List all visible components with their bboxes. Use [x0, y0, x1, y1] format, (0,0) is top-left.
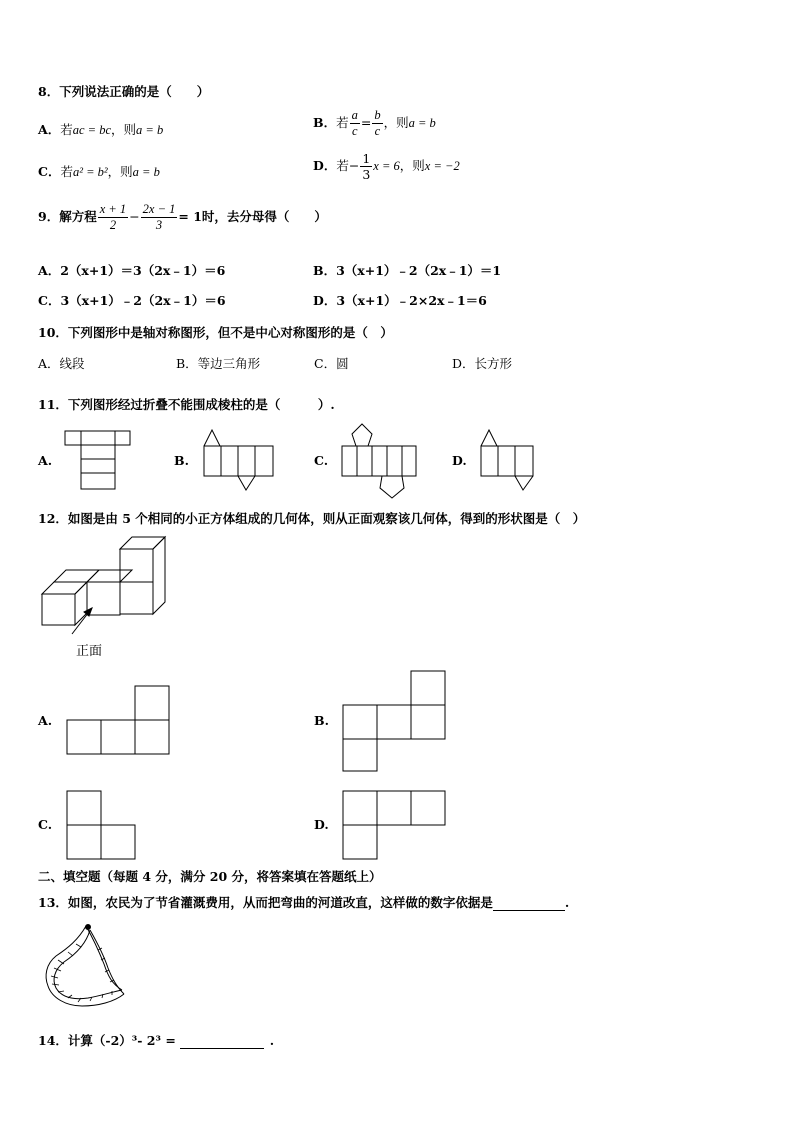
q13-river-figure	[38, 920, 128, 1015]
q12-option-b-label: B.	[314, 713, 329, 728]
q11-option-a-label: A.	[38, 453, 53, 468]
q11-net-d	[477, 428, 541, 494]
q11-option-c-label: C.	[314, 453, 329, 468]
q9-option-b: B．3（x+1）﹣2（2x﹣1）＝1	[313, 263, 502, 278]
q10-option-b: B．等边三角形	[176, 356, 261, 371]
q12-view-a	[65, 686, 171, 756]
q11-net-b	[200, 428, 278, 494]
q12-front-label: 正面	[76, 644, 103, 659]
q14-answer-blank[interactable]	[180, 1033, 264, 1049]
q10-option-d: D．长方形	[452, 356, 513, 371]
q8-option-d: D．若− $\frac{1}{3}$ x = 6，则x = −2	[313, 151, 460, 182]
q12-stem: 12．如图是由 5 个相同的小正方体组成的几何体，则从正面观察该几何体，得到的形状图是（ ）	[38, 511, 586, 526]
q8-option-c: C．若a² = b²，则a = b	[38, 164, 160, 179]
q9-option-a: A．2（x+1）＝3（2x﹣1）＝6	[38, 263, 226, 278]
q13-answer-blank[interactable]	[493, 895, 565, 911]
q12-view-c	[65, 789, 137, 861]
q9-stem: 9．解方程 $\frac{x + 1}{2}$ − $\frac{2x - 1}{3}$ = 1时，去分母得（ ）	[38, 202, 327, 232]
q8-option-b: B．若 $\frac{a}{c}$ = $\frac{b}{c}$ ，则a = b	[313, 108, 436, 138]
q12-cube-solid	[38, 534, 168, 644]
q10-option-a: A．线段	[38, 356, 85, 371]
q10-option-c: C．圆	[314, 356, 349, 371]
q8-stem: 8．下列说法正确的是（ ）	[38, 84, 210, 99]
q14-stem: 14．计算（-2）³- 2³ = .	[38, 1033, 275, 1048]
section-two-heading: 二、填空题（每题 4 分，满分 20 分，将答案填在答题纸上）	[38, 869, 382, 884]
q12-option-a-label: A.	[38, 713, 53, 728]
q9-option-c: C．3（x+1）﹣2（2x﹣1）＝6	[38, 293, 226, 308]
q11-net-c	[338, 420, 420, 500]
q11-net-a	[60, 428, 135, 494]
q11-stem: 11．下列图形经过折叠不能围成棱柱的是（ ）.	[38, 397, 335, 412]
q12-option-c-label: C.	[38, 817, 53, 832]
q11-option-b-label: B.	[174, 453, 189, 468]
q12-option-d-label: D.	[314, 817, 329, 832]
q13-stem: 13．如图，农民为了节省灌溉费用，从而把弯曲的河道改直，这样做的数字依据是 .	[38, 895, 570, 910]
q12-view-d	[341, 789, 447, 861]
q9-option-d: D．3（x+1）﹣2×2x﹣1＝6	[313, 293, 487, 308]
q12-view-b	[341, 669, 447, 773]
q8-option-a: A．若ac = bc，则a = b	[38, 122, 164, 137]
q10-stem: 10．下列图形中是轴对称图形，但不是中心对称图形的是（ ）	[38, 325, 393, 340]
q11-option-d-label: D.	[452, 453, 467, 468]
